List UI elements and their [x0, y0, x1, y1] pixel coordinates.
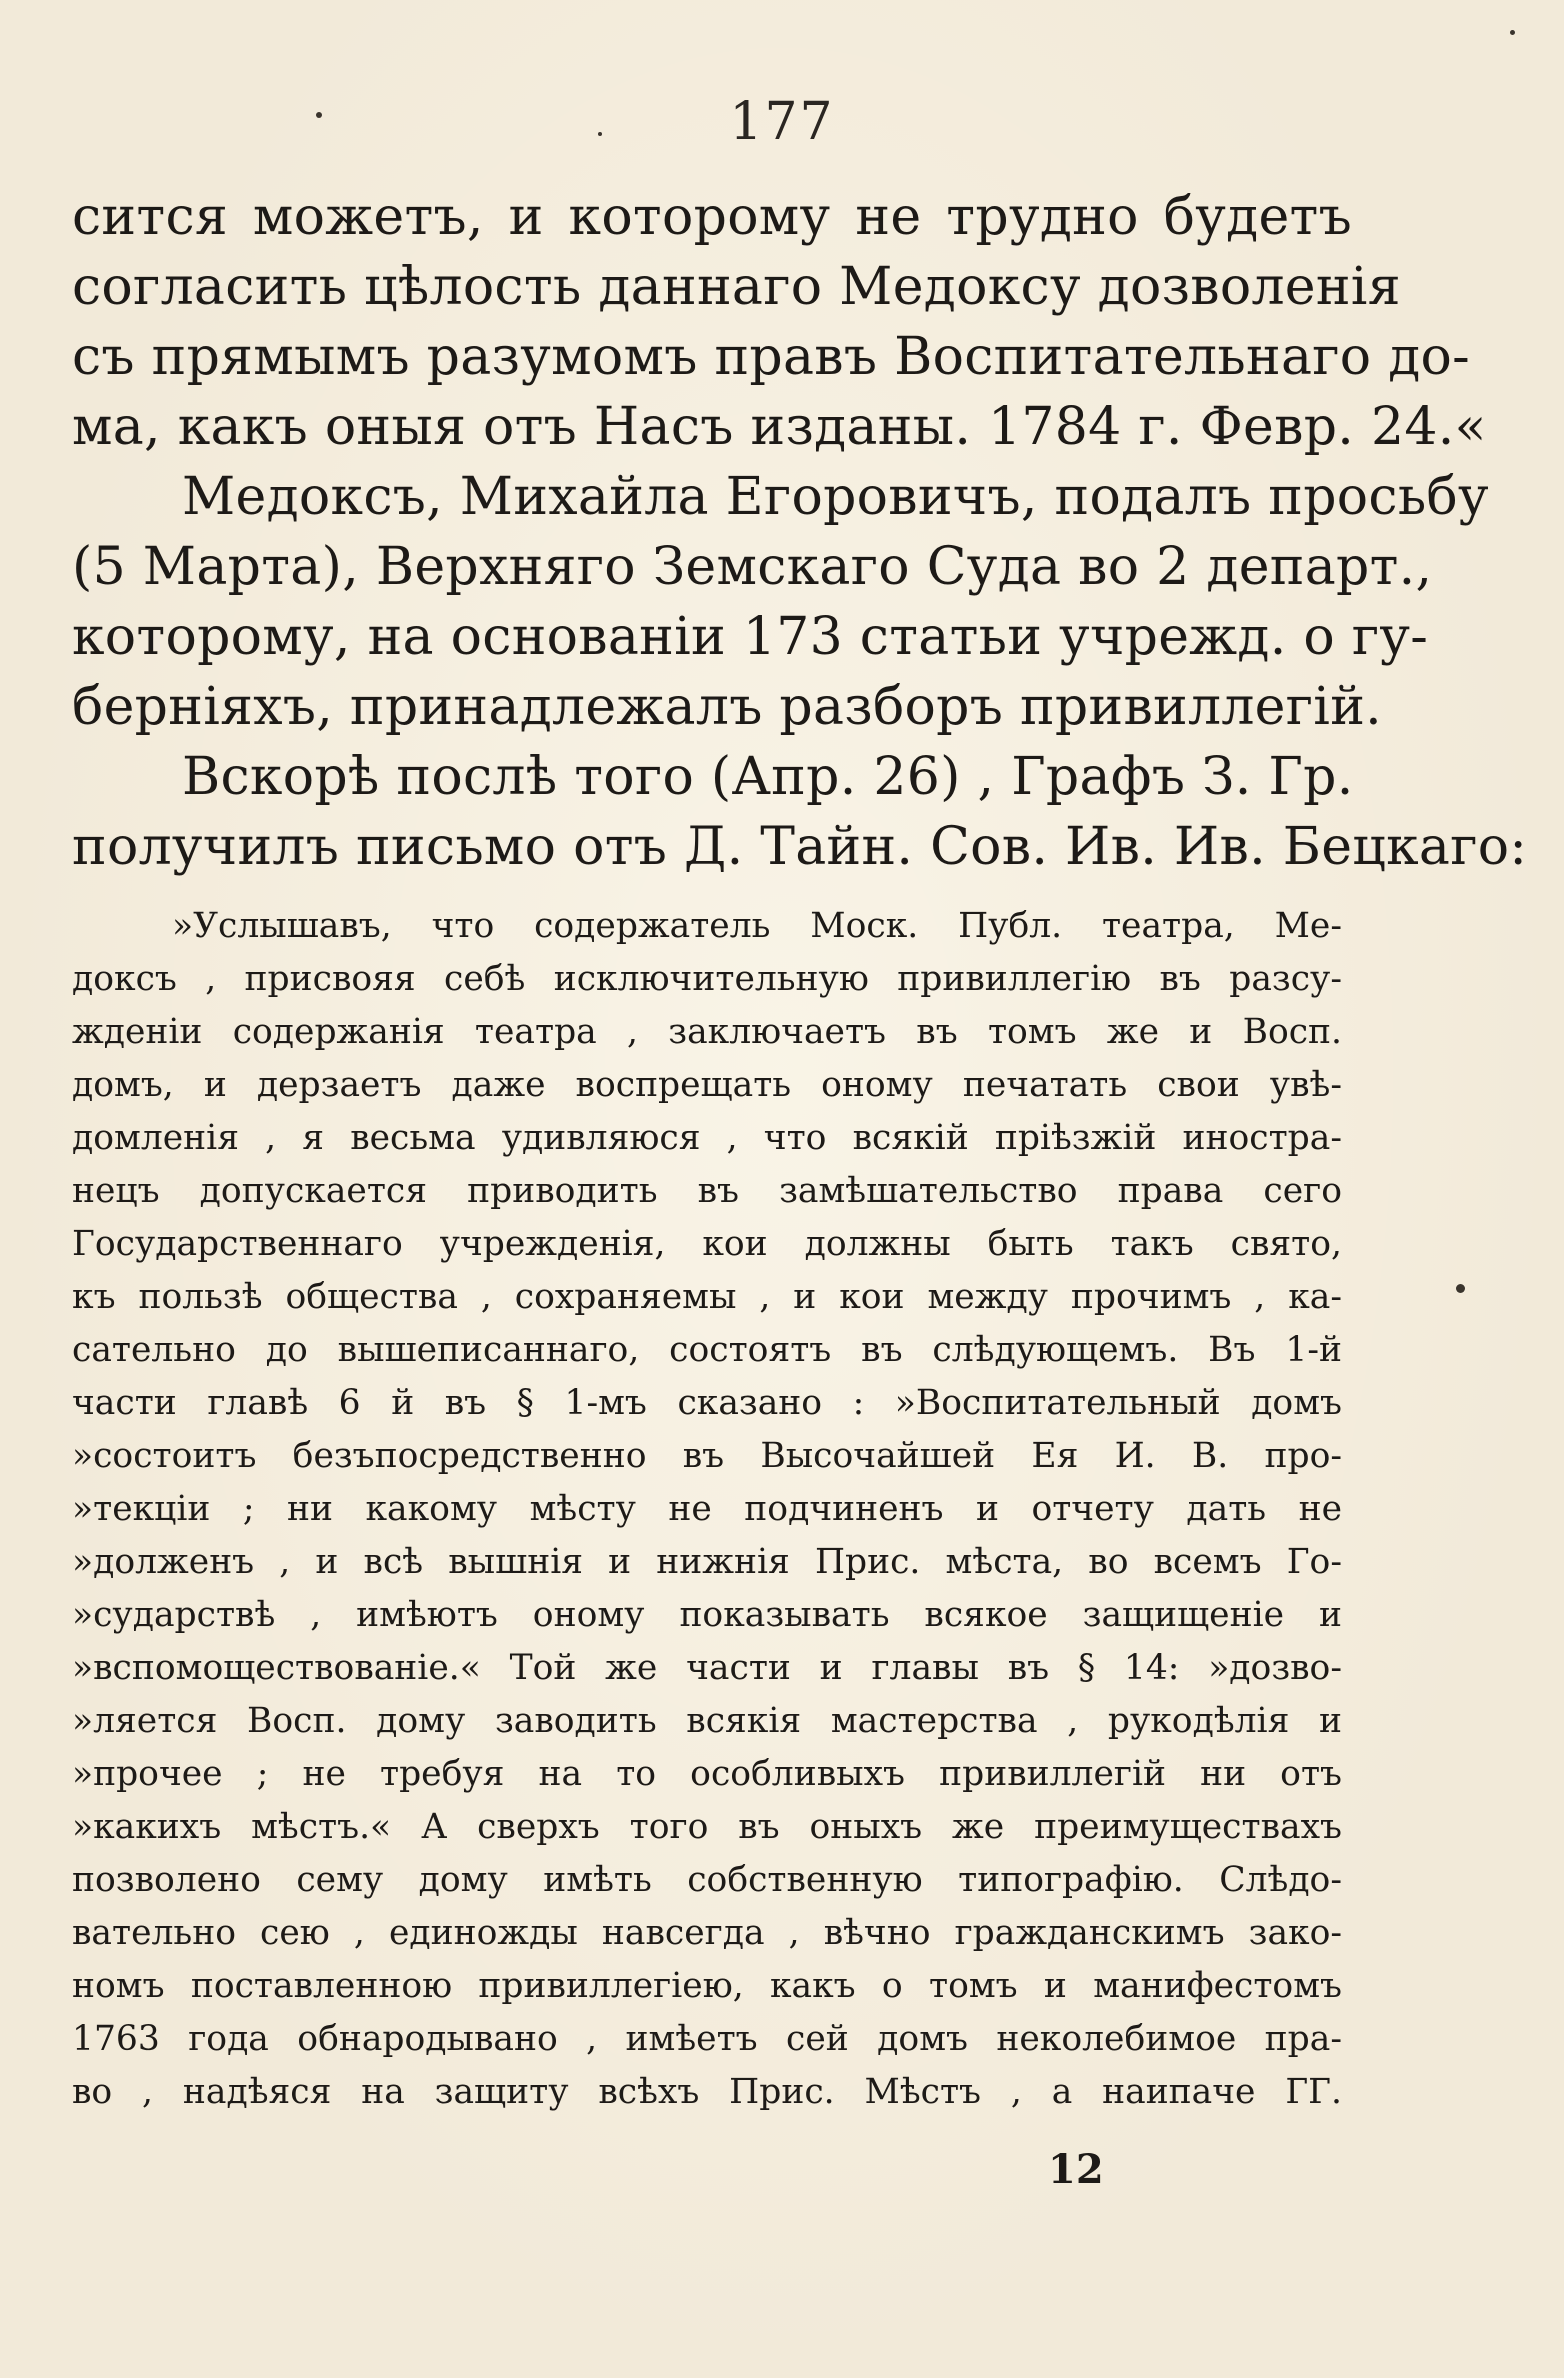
text-line: Вскорѣ послѣ того (Апр. 26) , Графъ З. Гр. [182, 747, 1354, 807]
quote-line: »прочее ; не требуя на то особливыхъ привиллегій ни отъ [72, 1754, 1342, 1794]
text-line: берніяхъ, принадлежалъ разборъ привиллегій. [72, 677, 1383, 737]
text-line: (5 Марта), Верхняго Земскаго Суда во 2 департ., [72, 537, 1433, 597]
quote-line: »какихъ мѣстъ.« А сверхъ того въ оныхъ же преимуществахъ [72, 1807, 1342, 1847]
text-line: съ прямымъ разумомъ правъ Воспитательнаго до- [72, 327, 1471, 387]
quote-line: »состоитъ безъпосредственно въ Высочайшей Ея И. В. про- [72, 1436, 1342, 1476]
ink-speck [1510, 30, 1515, 35]
ink-speck [1456, 1284, 1465, 1293]
quote-line: къ пользѣ общества , сохраняемы , и кои между прочимъ , ка- [72, 1277, 1342, 1317]
quote-line: »вспомоществованіе.« Той же части и главы въ § 14: »дозво- [72, 1648, 1342, 1688]
main-text-block [72, 182, 1528, 882]
ink-speck [316, 112, 322, 118]
quote-line: номъ поставленною привиллегіею, какъ о томъ и манифестомъ [72, 1966, 1342, 2006]
quoted-letter-block [72, 900, 1342, 2119]
quote-line: »текціи ; ни какому мѣсту не подчиненъ и отчету дать не [72, 1489, 1342, 1529]
text-line: получилъ письмо отъ Д. Тайн. Сов. Ив. Ив. Бецкаго: [72, 817, 1528, 877]
text-line: которому, на основаніи 173 статьи учрежд. о гу- [72, 607, 1429, 667]
quote-line: »ляется Восп. дому заводить всякія мастерства , рукодѣлія и [72, 1701, 1342, 1741]
quote-line: сательно до вышеписаннаго, состоятъ въ слѣдующемъ. Въ 1-й [72, 1330, 1342, 1370]
text-line: согласить цѣлость даннаго Медоксу дозволенія [72, 257, 1401, 317]
ink-speck [598, 132, 602, 136]
quote-line: »сударствѣ , имѣютъ оному показывать всякое защищеніе и [72, 1595, 1342, 1635]
quote-line: позволено сему дому имѣть собственную типографію. Слѣдо- [72, 1860, 1342, 1900]
text-line: Медоксъ, Михайла Егоровичъ, подалъ просьбу [182, 467, 1489, 527]
quote-line: домленія , я весьма удивляюся , что всякій пріѣзжій иностра- [72, 1118, 1342, 1158]
signature-mark: 12 [1048, 2146, 1104, 2193]
quote-line: во , надѣяся на защиту всѣхъ Прис. Мѣстъ , а наипаче ГГ. [72, 2072, 1342, 2112]
quote-line: »Услышавъ, что содержатель Моск. Публ. театра, Ме- [172, 906, 1342, 946]
quote-line: домъ, и дерзаетъ даже воспрещать оному печатать свои увѣ- [72, 1065, 1342, 1105]
quote-line: вательно сею , единожды навсегда , вѣчно гражданскимъ зако- [72, 1913, 1342, 1953]
page-number: 177 [729, 92, 835, 152]
quote-line: Государственнаго учрежденія, кои должны быть такъ свято, [72, 1224, 1342, 1264]
quote-line: нецъ допускается приводить въ замѣшательство права сего [72, 1171, 1342, 1211]
quote-line: »долженъ , и всѣ вышнія и нижнія Прис. мѣста, во всемъ Го- [72, 1542, 1342, 1582]
quote-line: жденіи содержанія театра , заключаетъ въ томъ же и Восп. [72, 1012, 1342, 1052]
quote-line: доксъ , присвояя себѣ исключительную привиллегію въ разсу- [72, 959, 1342, 999]
quote-line: 1763 года обнародывано , имѣетъ сей домъ неколебимое пра- [72, 2019, 1342, 2059]
text-line: ма, какъ оныя отъ Насъ изданы. 1784 г. Февр. 24.« [72, 397, 1487, 457]
quote-line: части главѣ 6 й въ § 1-мъ сказано : »Воспитательный домъ [72, 1383, 1342, 1423]
text-line: сится можетъ, и которому не трудно будетъ [72, 187, 1352, 247]
